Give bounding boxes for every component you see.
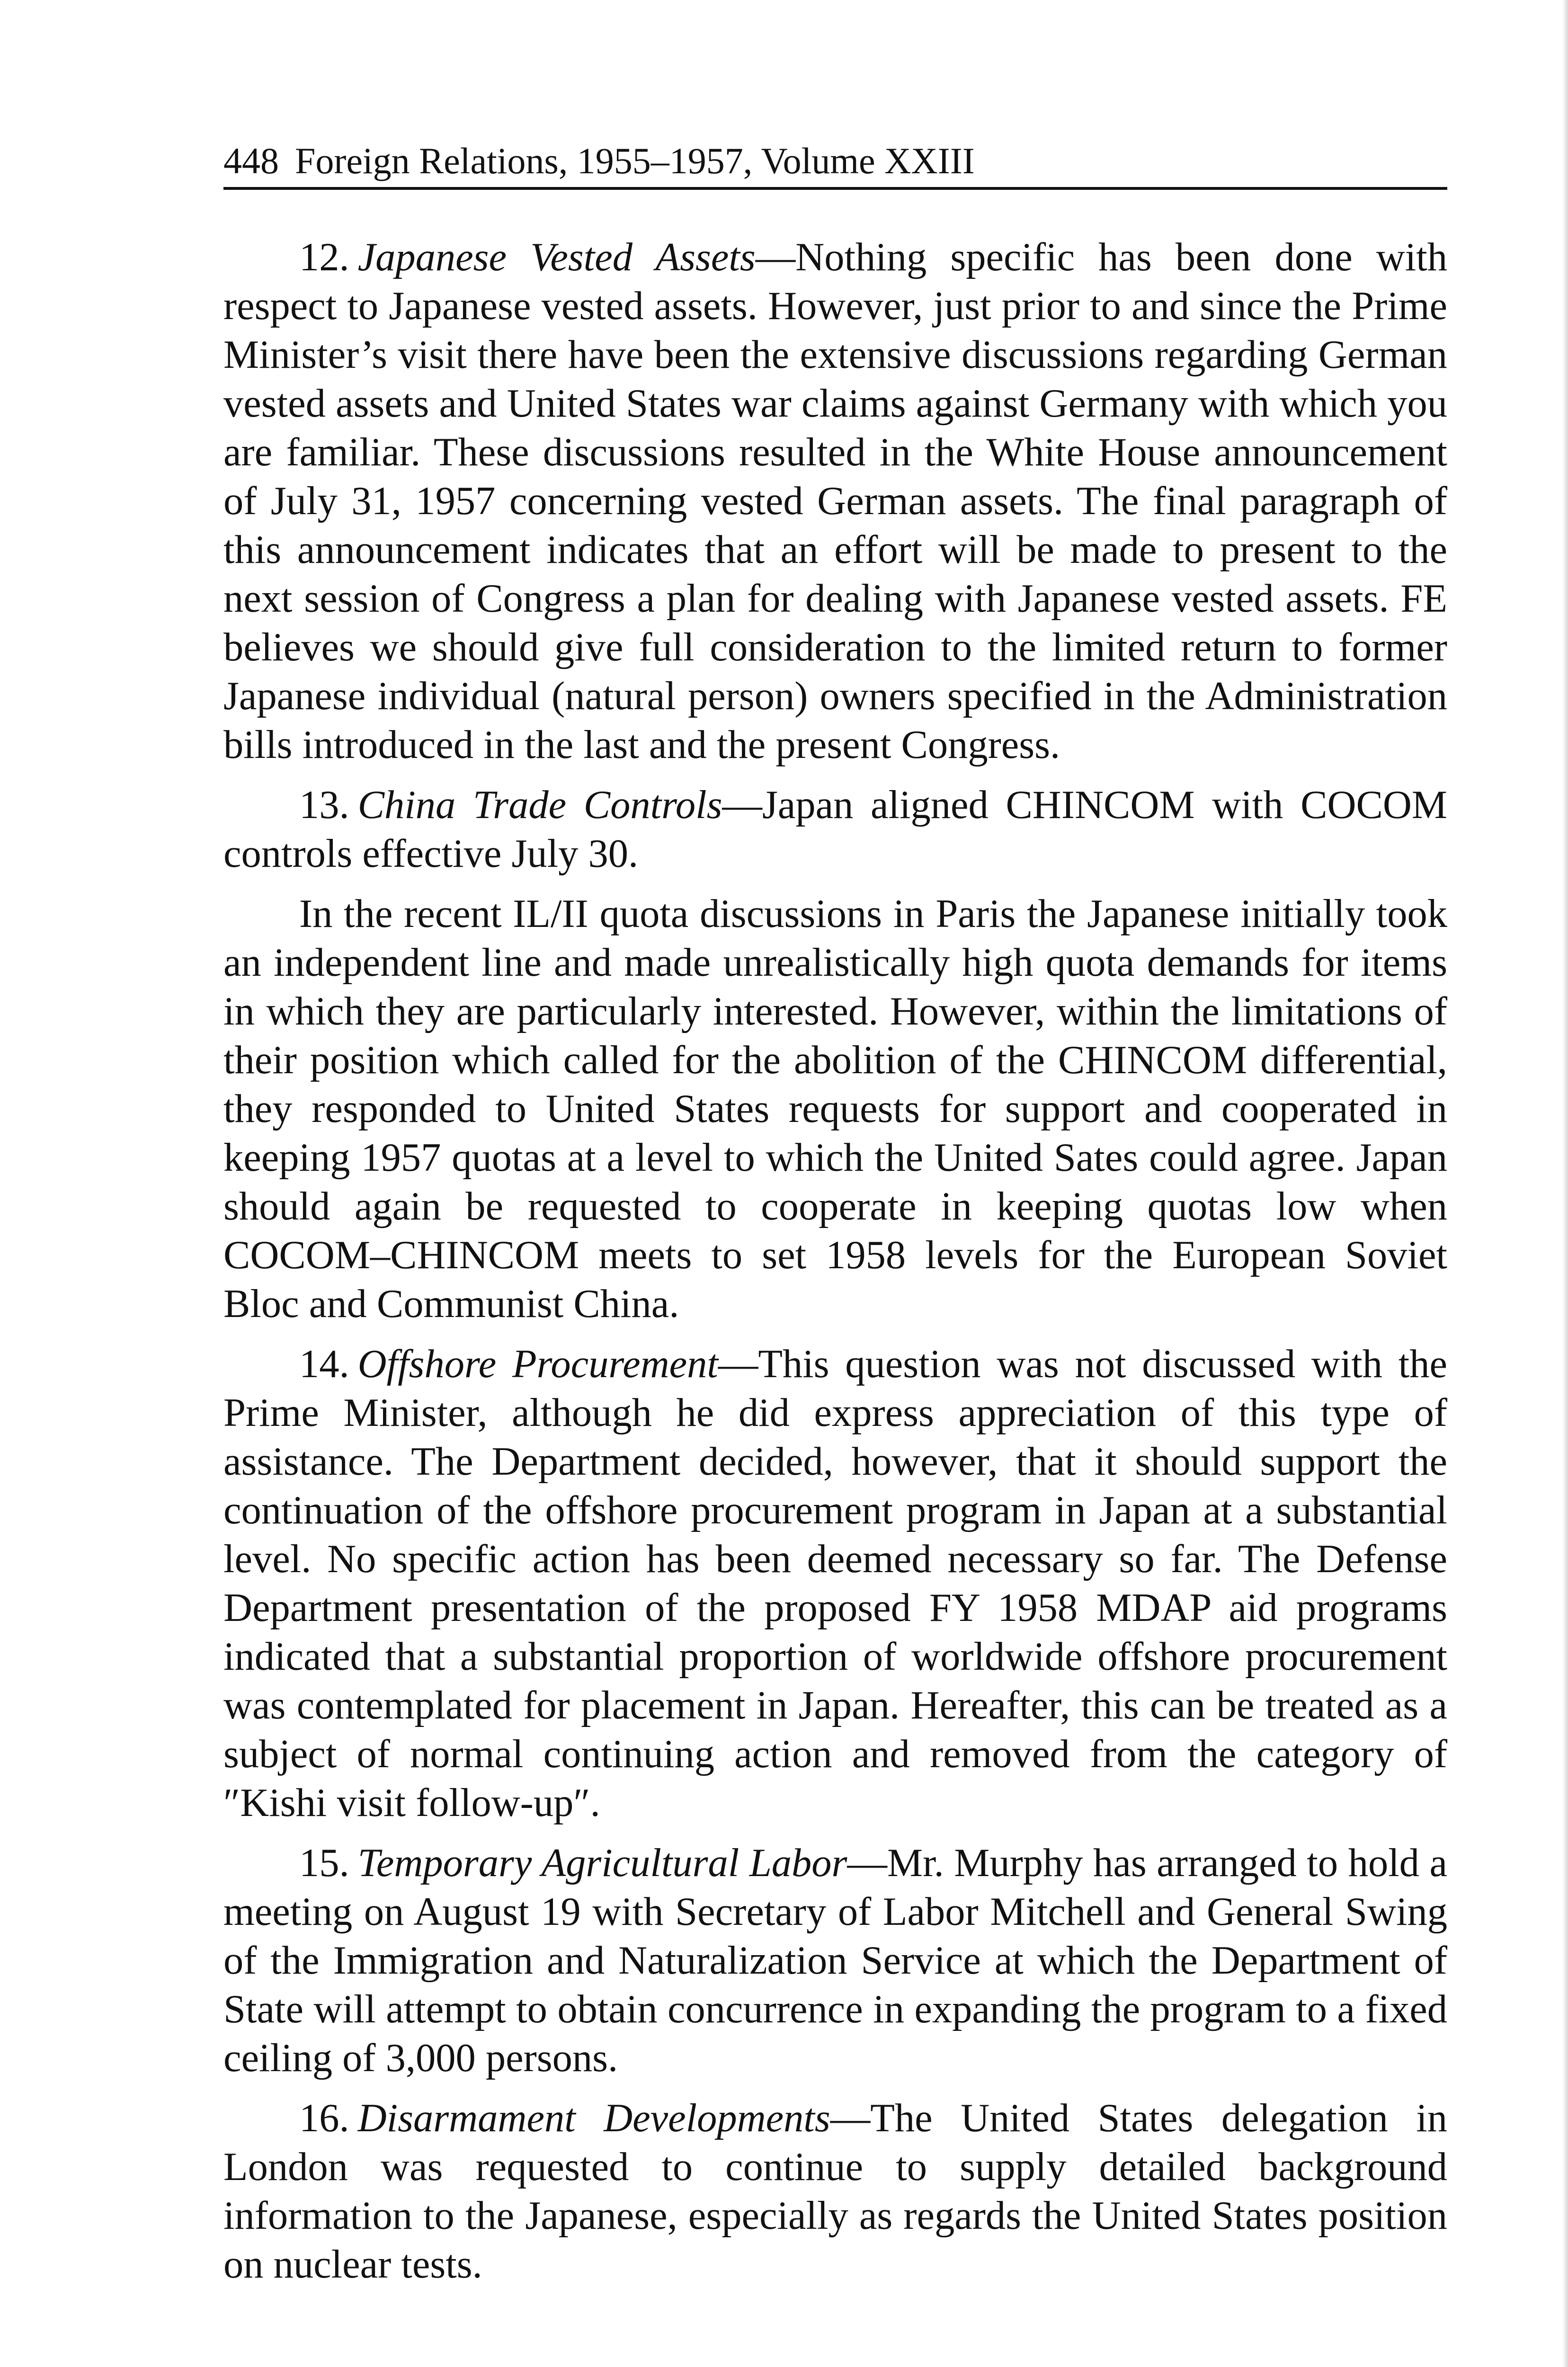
item-title: China Trade Controls (357, 783, 722, 827)
paragraph-text: Japan aligned CHINCOM with COCOM controls effective July 30. (223, 783, 1447, 876)
paragraph-offshore-procurement (223, 1340, 1447, 1827)
item-number: 16. (299, 2096, 349, 2140)
paragraph-text: Mr. Murphy has arranged to hold a meeting on August 19 with Secretary of Labor Mitchell and General Swing of the Immigration and Naturalization Service at which the Department of State will attempt to obtain concurrence in expanding the program to a fixed ceiling of 3,000 persons. (223, 1841, 1447, 2080)
paragraph-japanese-vested-assets (223, 233, 1447, 769)
paragraph-quota-discussions (223, 890, 1447, 1328)
item-number: 13. (299, 783, 349, 827)
scanned-page-edge (1562, 0, 1568, 2367)
paragraph-temporary-agricultural-labor (223, 1839, 1447, 2082)
item-title: Disarmament Developments (357, 2096, 830, 2140)
running-head (223, 135, 1447, 190)
em-dash: — (755, 235, 796, 279)
paragraph-text: The United States delegation in London was requested to continue to supply detailed background information to the Japanese, especially as regards the United States position on nuclear tests. (223, 2096, 1448, 2287)
running-title: Foreign Relations, 1955–1957, Volume XXIII (295, 140, 975, 181)
em-dash: — (830, 2096, 871, 2140)
paragraph-china-trade-controls (223, 781, 1447, 878)
page-number: 448 (223, 140, 279, 181)
item-title: Japanese Vested Assets (357, 235, 756, 279)
paragraph-text: This question was not discussed with the Prime Minister, although he did express appreciation of this type of assistance. The Department decided, however, that it should support the continuation of the offshore procurement program in Japan at a substantial level. No specific action has been deemed necessary so far. The Defense Department presentation of the proposed FY 1958 MDAP aid programs indicated that a substantial proportion of worldwide offshore procurement was contemplated for placement in Japan. Hereafter, this can be treated as a subject of normal continuing action and removed from the category of ″Kishi visit follow-up″. (223, 1342, 1447, 1825)
paragraph-text: Nothing specific has been done with respect to Japanese vested assets. However, just prior to and since the Prime Minister’s visit there have been the extensive discussions regarding German vested assets and United States war claims against Germany with which you are familiar. These discussions resulted in the White House announcement of July 31, 1957 concerning vested German assets. The final paragraph of this announcement indicates that an effort will be made to present to the next session of Congress a plan for dealing with Japanese vested assets. FE believes we should give full consideration to the limited return to former Japanese individual (natural person) owners specified in the Administration bills introduced in the last and the present Congress. (223, 235, 1447, 767)
em-dash: — (722, 783, 762, 827)
document-body (223, 233, 1447, 2300)
em-dash: — (847, 1841, 887, 1885)
paragraph-disarmament-developments (223, 2094, 1447, 2289)
paragraph-text: In the recent IL/II quota discussions in Paris the Japanese initially took an independent line and made unrealistically high quota demands for items in which they are particularly interested. However, within the limitations of their position which called for the abolition of the CHINCOM differential, they responded to United States requests for support and cooperated in keeping 1957 quotas at a level to which the United Sates could agree. Japan should again be requested to cooperate in keeping quotas low when COCOM–CHINCOM meets to set 1958 levels for the European Soviet Bloc and Communist China. (223, 892, 1447, 1326)
item-number: 12. (299, 235, 349, 279)
item-number: 14. (299, 1342, 349, 1386)
item-title: Offshore Procurement (357, 1342, 718, 1386)
em-dash: — (718, 1342, 758, 1386)
item-number: 15. (299, 1841, 349, 1885)
item-title: Temporary Agricultural Labor (357, 1841, 847, 1885)
